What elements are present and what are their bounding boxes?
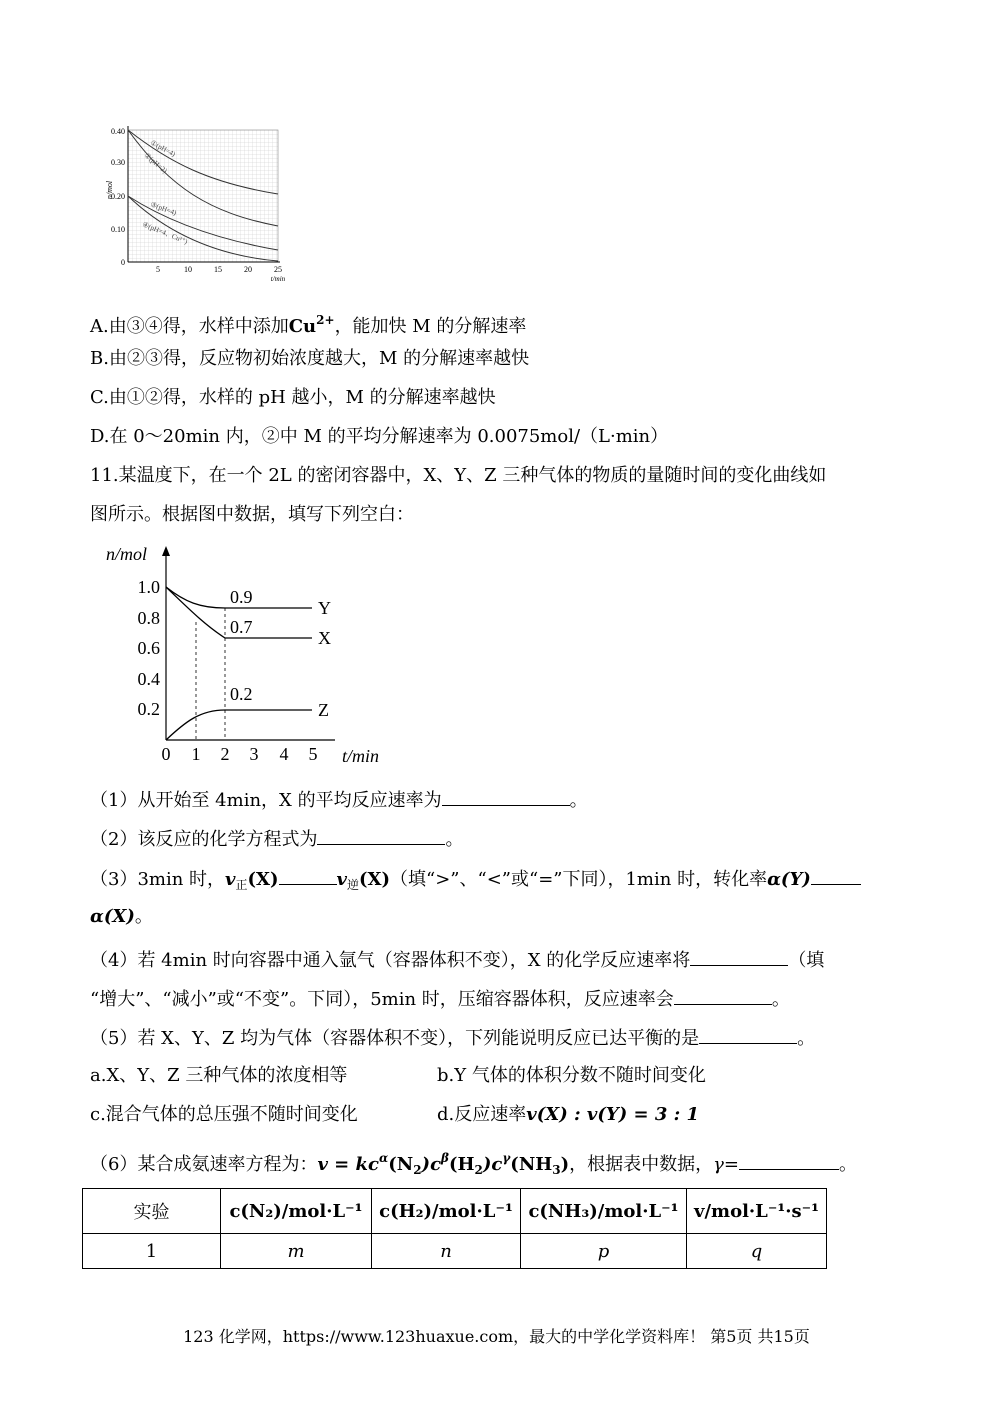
option-a-pre: A.由③④得，水样中添加 xyxy=(90,316,289,337)
page-footer: 123 化学网，https://www.123huaxue.com，最大的中学化学资料库！ 第5页 共15页 xyxy=(183,1327,810,1346)
q11-part-4-cont xyxy=(90,986,790,1012)
answer-blank-4a[interactable] xyxy=(690,947,788,966)
alpha-x: α(X) xyxy=(90,906,135,927)
p5-text: （5）若 X、Y、Z 均为气体（容器体积不变），下列能说明反应已达平衡的是 xyxy=(90,1028,700,1049)
beta-exp: β xyxy=(441,1151,449,1165)
nh3-close: ) xyxy=(560,1154,570,1175)
table-header: v/mol·L⁻¹·s⁻¹ xyxy=(687,1189,827,1234)
v-forward-x: (X) xyxy=(247,869,279,890)
annotation-z: 0.2 xyxy=(230,684,253,704)
h2: (H xyxy=(449,1154,475,1175)
p5-end: 。 xyxy=(797,1028,816,1049)
choice-d xyxy=(437,1103,699,1127)
g2-xtick: 4 xyxy=(279,744,289,764)
choice-b: b.Y 气体的体积分数不随时间变化 xyxy=(437,1065,706,1086)
p6-end: 。 xyxy=(839,1154,858,1175)
table-header: 实验 xyxy=(83,1189,221,1234)
g1-curve-label: ③(pH=4) xyxy=(149,200,178,218)
g2-ytick: 0.8 xyxy=(137,608,160,628)
h2-sub: 2 xyxy=(474,1163,483,1177)
option-d: D.在 0～20min 内，②中 M 的平均分解速率为 0.0075mol/（L·min） xyxy=(90,426,669,447)
option-a xyxy=(90,308,526,339)
v-forward: v xyxy=(225,869,236,890)
q11-part-5 xyxy=(90,1025,815,1051)
series-label-z: Z xyxy=(318,700,329,720)
p1-text: （1）从开始至 4min，X 的平均反应速率为 xyxy=(90,790,442,811)
p1-end: 。 xyxy=(569,790,588,811)
rate-data-table xyxy=(82,1188,827,1269)
rate-eq: v = kc xyxy=(317,1154,379,1175)
v-reverse-x: (X) xyxy=(359,869,391,890)
p4-line1: （4）若 4min 时向容器中通入氩气（容器体积不变），X 的化学反应速率将 xyxy=(90,950,691,971)
g1-xtick: 5 xyxy=(156,265,160,274)
q11-part-3-cont xyxy=(90,905,153,929)
g1-ytick: 0 xyxy=(121,258,125,267)
table-header: c(H₂)/mol·L⁻¹ xyxy=(372,1189,521,1234)
p6-post: ，根据表中数据， xyxy=(569,1154,714,1175)
cu-charge: 2+ xyxy=(316,313,335,327)
g1-ytick: 0.20 xyxy=(111,192,125,201)
q11-part-6 xyxy=(90,1146,857,1182)
table-cell: q xyxy=(687,1234,827,1269)
v-reverse-sub: 逆 xyxy=(347,878,360,892)
g2-xlabel: t/min xyxy=(342,746,380,766)
option-a-post: ，能加快 M 的分解速率 xyxy=(334,316,527,337)
nh3: (NH xyxy=(510,1154,553,1175)
answer-blank-2[interactable] xyxy=(317,826,445,845)
decomposition-graph xyxy=(100,118,290,288)
p4-line1-end: （填 xyxy=(788,950,825,971)
g1-curve-label: ①(pH=4) xyxy=(149,138,177,159)
choice-a: a.X、Y、Z 三种气体的浓度相等 xyxy=(90,1065,348,1086)
g2-ytick: 0.2 xyxy=(137,699,160,719)
g1-xtick: 25 xyxy=(274,265,282,274)
gamma-label: γ= xyxy=(713,1154,740,1175)
p3-mid: （填“>”、“<”或“=”下同），1min 时，转化率 xyxy=(390,869,768,890)
p6-pre: （6）某合成氨速率方程为： xyxy=(90,1154,318,1175)
q11-part-3 xyxy=(90,866,861,897)
q11-part-2 xyxy=(90,826,463,852)
g1-xlabel: t/min xyxy=(270,275,286,283)
option-c: C.由①②得，水样的 pH 越小，M 的分解速率越快 xyxy=(90,387,496,408)
annotation-x: 0.7 xyxy=(230,617,253,637)
table-cell: 1 xyxy=(83,1234,221,1269)
g2-ytick: 0.6 xyxy=(137,638,160,658)
choice-c: c.混合气体的总压强不随时间变化 xyxy=(90,1104,358,1125)
option-b: B.由②③得，反应物初始浓度越大，M 的分解速率越快 xyxy=(90,348,530,369)
choice-d-eq: v(X) : v(Y) = 3 : 1 xyxy=(526,1104,700,1125)
n2-sub: 2 xyxy=(413,1163,422,1177)
n2: (N xyxy=(388,1154,414,1175)
g2-ylabel: n/mol xyxy=(106,544,148,564)
answer-blank-1[interactable] xyxy=(442,787,570,806)
table-row xyxy=(83,1234,827,1269)
q11-part-1 xyxy=(90,787,588,813)
q11-stem-1: 11.某温度下，在一个 2L 的密闭容器中，X、Y、Z 三种气体的物质的量随时间的变化曲线如 xyxy=(90,465,827,486)
g1-xtick: 20 xyxy=(244,265,252,274)
table-cell: p xyxy=(521,1234,687,1269)
p4-line2-end: 。 xyxy=(771,989,790,1010)
table-header: c(N₂)/mol·L⁻¹ xyxy=(221,1189,372,1234)
g2-xtick: 2 xyxy=(220,744,230,764)
v-forward-sub: 正 xyxy=(235,878,248,892)
xyz-graph xyxy=(100,540,400,772)
table-header-row xyxy=(83,1189,827,1234)
answer-blank-6[interactable] xyxy=(739,1151,839,1170)
g2-xtick: 1 xyxy=(191,744,201,764)
alpha-exp: α xyxy=(378,1151,389,1165)
series-label-y: Y xyxy=(318,598,331,618)
table-cell: m xyxy=(221,1234,372,1269)
gamma-exp: γ xyxy=(502,1151,511,1165)
answer-blank-5[interactable] xyxy=(699,1025,797,1044)
h2-close: )c xyxy=(482,1154,503,1175)
q11-part-4 xyxy=(90,947,824,973)
v-reverse: v xyxy=(336,869,347,890)
answer-blank-3b[interactable] xyxy=(811,866,861,885)
q11-stem-2: 图所示。根据图中数据，填写下列空白： xyxy=(90,504,414,525)
g1-xtick: 15 xyxy=(214,265,222,274)
p3-end: 。 xyxy=(134,906,153,927)
g2-ytick: 1.0 xyxy=(137,577,160,597)
series-label-x: X xyxy=(318,628,331,648)
g1-ytick: 0.30 xyxy=(111,158,125,167)
table-cell: n xyxy=(372,1234,521,1269)
g1-ylabel: n/mol xyxy=(105,180,114,200)
cu-ion: Cu xyxy=(288,316,317,337)
g1-xtick: 10 xyxy=(184,265,192,274)
nh3-sub: 3 xyxy=(552,1163,561,1177)
g2-xtick: 5 xyxy=(308,744,318,764)
answer-blank-3a[interactable] xyxy=(279,866,337,885)
g1-ytick: 0.40 xyxy=(111,127,125,136)
g2-xtick: 0 xyxy=(161,744,171,764)
g1-ytick: 0.10 xyxy=(111,225,125,234)
p3-a: （3）3min 时， xyxy=(90,869,226,890)
table-header: c(NH₃)/mol·L⁻¹ xyxy=(521,1189,687,1234)
g2-ytick: 0.4 xyxy=(137,669,160,689)
series-z-curve xyxy=(166,710,312,740)
p2-end: 。 xyxy=(445,829,464,850)
p4-line2: “增大”、“减小”或“不变”。下同），5min 时，压缩容器体积，反应速率会 xyxy=(90,989,674,1010)
alpha-y: α(Y) xyxy=(767,869,811,890)
g1-curve-label: ④(pH=4、Cu²⁺) xyxy=(141,220,189,246)
answer-blank-4b[interactable] xyxy=(674,986,772,1005)
g2-xtick: 3 xyxy=(249,744,259,764)
p2-text: （2）该反应的化学方程式为 xyxy=(90,829,318,850)
g1-curve-label: ②(pH=2) xyxy=(142,151,169,175)
n2-close: )c xyxy=(421,1154,442,1175)
annotation-y: 0.9 xyxy=(230,587,253,607)
choice-d-pre: d.反应速率 xyxy=(437,1104,527,1125)
